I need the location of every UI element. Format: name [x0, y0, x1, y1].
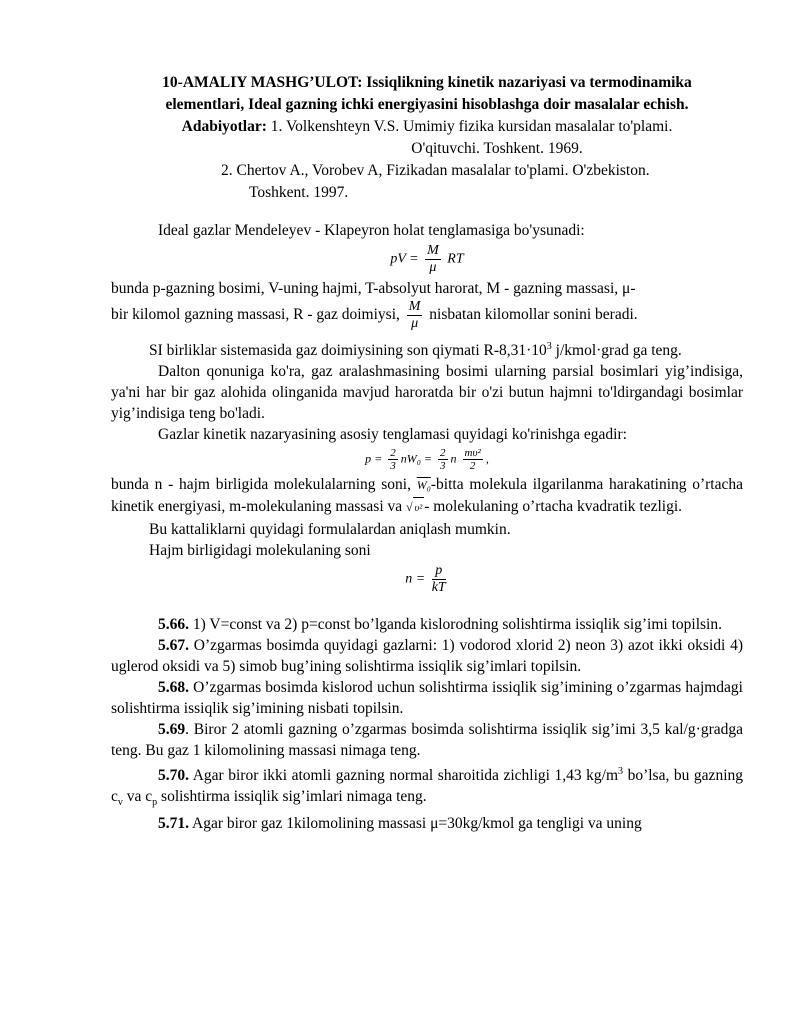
problem-5-66: 5.66. 1) V=const va 2) p=const bo’lganda kislorodning solishtirma issiqlik sig’imi topilsin. [158, 616, 722, 634]
equation-n: n = $\frac{p}{kT}$ [405, 563, 446, 596]
paragraph-dalton: Dalton qonuniga ko'ra, gaz aralashmasining bosimi ularning parsial bosimlari yig’indisiga, ya'ni har bir gaz alohida olinganida mavjud haroratda bir o'zi butun hajmni to'ldirgandagi bosimlar yig’indisiga teng bo'ladi. [111, 363, 743, 423]
problem-5-69: 5.69. Biror 2 atomli gazning o’zgarmas bosimda solishtirma issiqlik sig’imi 3,5 kal/g·gradga teng. Bu gaz 1 kilomolining massasi nimaga teng. [111, 721, 743, 760]
references [111, 116, 743, 204]
sqrt-symbol: √ υ² [406, 500, 424, 514]
reference-1b: O'qituvchi. Toshkent. 1969. [411, 140, 583, 157]
title-line-1: 10-AMALIY MASHG’ULOT: Issiqlikning kinetik nazariyasi va termodinamika [162, 74, 692, 91]
problem-5-67: 5.67. O’zgarmas bosimda quyidagi gazlarni: 1) vodorod xlorid 2) neon 3) azot ikki oksidi 4) uglerod oksidi va 5) simob bug’ining solishtirma issiqlik sig’imlari topilsin. [111, 637, 743, 676]
equation-mendeleyev: pV = $\frac{M}{\mu}$ RT [390, 243, 464, 275]
intro-text: Ideal gazlar Mendeleyev - Klapeyron holat tenglamasiga bo'ysunadi: [158, 222, 585, 239]
title-line-2: elementlari, Ideal gazning ichki energiyasini hisoblashga doir masalalar echish. [165, 96, 689, 113]
references-label: Adabiyotlar: [181, 118, 267, 135]
paragraph-7: Hajm birligidagi molekulaning soni [149, 542, 371, 560]
fraction-m-mu: $\frac{M}{\mu}$ [408, 299, 421, 331]
paragraph-1: bunda p-gazning bosimi, V-uning hajmi, T-absolyut harorat, M - gazning massasi, μ- bir kilomol gazning massasi, R - gaz doimiysi, $\frac{M}{\mu}$ nisbatan kilomollar sonini beradi. [111, 280, 638, 331]
equation-kinetic: p = $\frac{2}{3}$ nW₀ = $\frac{2}{3}$ n $\frac{\text{mυ²}}{2}$ , [365, 447, 489, 473]
reference-2a: 2. Chertov A., Vorobev A, Fizikadan masalalar to'plami. O'zbekiston. [221, 162, 650, 179]
reference-1a: 1. Volkenshteyn V.S. Umimiy fizika kursidan masalalar to'plami. [266, 118, 673, 135]
page-title [111, 72, 743, 116]
problem-5-70: 5.70. Agar biror ikki atomli gazning normal sharoitida zichligi 1,43 $kg/m^3$ bo’lsa, bu gazning $c_v$ va $c_p$ solishtirma issiqlik sig’imlari nimaga teng. [111, 766, 743, 809]
paragraph-4: Gazlar kinetik nazaryasining asosiy tenglamasi quyidagi ko'rinishga egadir: [158, 426, 627, 444]
document-page [111, 72, 743, 834]
paragraph-5: bunda n - hajm birligida molekulalarning soni, W₀-bitta molekula ilgarilanma harakatining o’rtacha kinetik energiyasi, m-molekulaning massasi va √ υ² - molekulaning o’rtacha kvadratik tezligi. [111, 474, 743, 519]
reference-2b: Toshkent. 1997. [249, 184, 349, 201]
problem-5-68: 5.68. O’zgarmas bosimda kislorod uchun solishtirma issiqlik sig’imining o’zgarmas hajmdagi solishtirma issiqlik sig’imining nisbati topilsin. [111, 679, 743, 718]
paragraph-6: Bu kattaliklarni quyidagi formulalardan aniqlash mumkin. [149, 521, 511, 539]
problem-5-71: 5.71. Agar biror gaz 1kilomolining massasi μ=30kg/kmol ga tengligi va uning [158, 815, 642, 833]
w0-symbol: W₀ [416, 478, 431, 493]
paragraph-2: SI birliklar sistemasida gaz doimiysining son qiymati $R-8,31\cdot 10^3$ j/kmol·grad ga teng. [149, 341, 682, 360]
problem-list [111, 614, 743, 834]
